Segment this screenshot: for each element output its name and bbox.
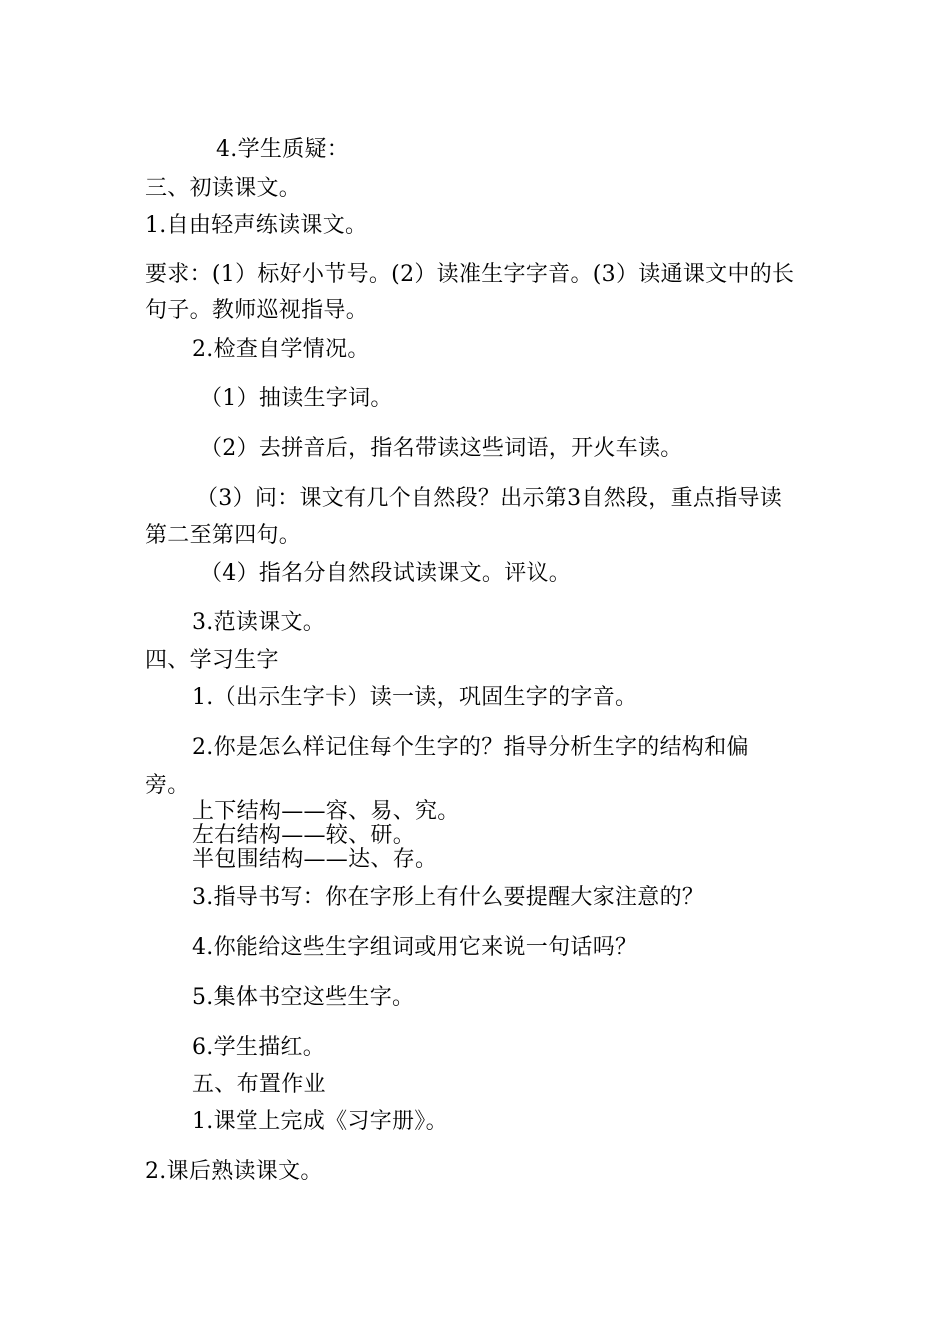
line-requirements: 要求：(1）标好小节号。(2）读准生字字音。(3）读通课文中的长 [145,262,795,287]
line-item-3: （3）问：课文有几个自然段？出示第3自然段，重点指导读 [196,486,783,511]
line-structure-left-right: 左右结构——较、研。 [192,823,416,848]
line-item-1: （1）抽读生字词。 [200,386,393,411]
line-structure-top-bottom: 上下结构——容、易、究。 [192,799,460,824]
line-item-4: （4）指名分自然段试读课文。评议。 [200,561,572,586]
line-free-reading: 1.自由轻声练读课文。 [145,213,368,238]
line-student-questions: 4.学生质疑： [216,137,350,162]
line-homework-1: 1.课堂上完成《习字册》。 [192,1109,448,1134]
line-homework-2: 2.课后熟读课文。 [145,1159,323,1184]
heading-section-five: 五、布置作业 [192,1072,326,1097]
line-tracing: 6.学生描红。 [192,1035,326,1060]
line-item-3-cont: 第二至第四句。 [145,523,302,548]
heading-section-three: 三、初读课文。 [145,176,302,201]
line-check-self-study: 2.检查自学情况。 [192,337,370,362]
heading-section-four: 四、学习生字 [145,648,279,673]
line-make-words: 4.你能给这些生字组词或用它来说一句话吗？ [192,935,638,960]
line-show-cards: 1.（出示生字卡）读一读，巩固生字的字音。 [192,685,638,710]
line-how-remember-cont: 旁。 [145,773,190,798]
line-structure-half-enclosed: 半包围结构——达、存。 [192,847,438,872]
line-requirements-cont: 句子。教师巡视指导。 [145,298,369,323]
line-model-reading: 3.范读课文。 [192,610,326,635]
line-item-2: （2）去拼音后，指名带读这些词语，开火车读。 [200,436,683,461]
line-how-remember: 2.你是怎么样记住每个生字的？指导分析生字的结构和偏 [192,735,749,760]
line-air-writing: 5.集体书空这些生字。 [192,985,415,1010]
line-guide-writing: 3.指导书写：你在字形上有什么要提醒大家注意的？ [192,885,705,910]
